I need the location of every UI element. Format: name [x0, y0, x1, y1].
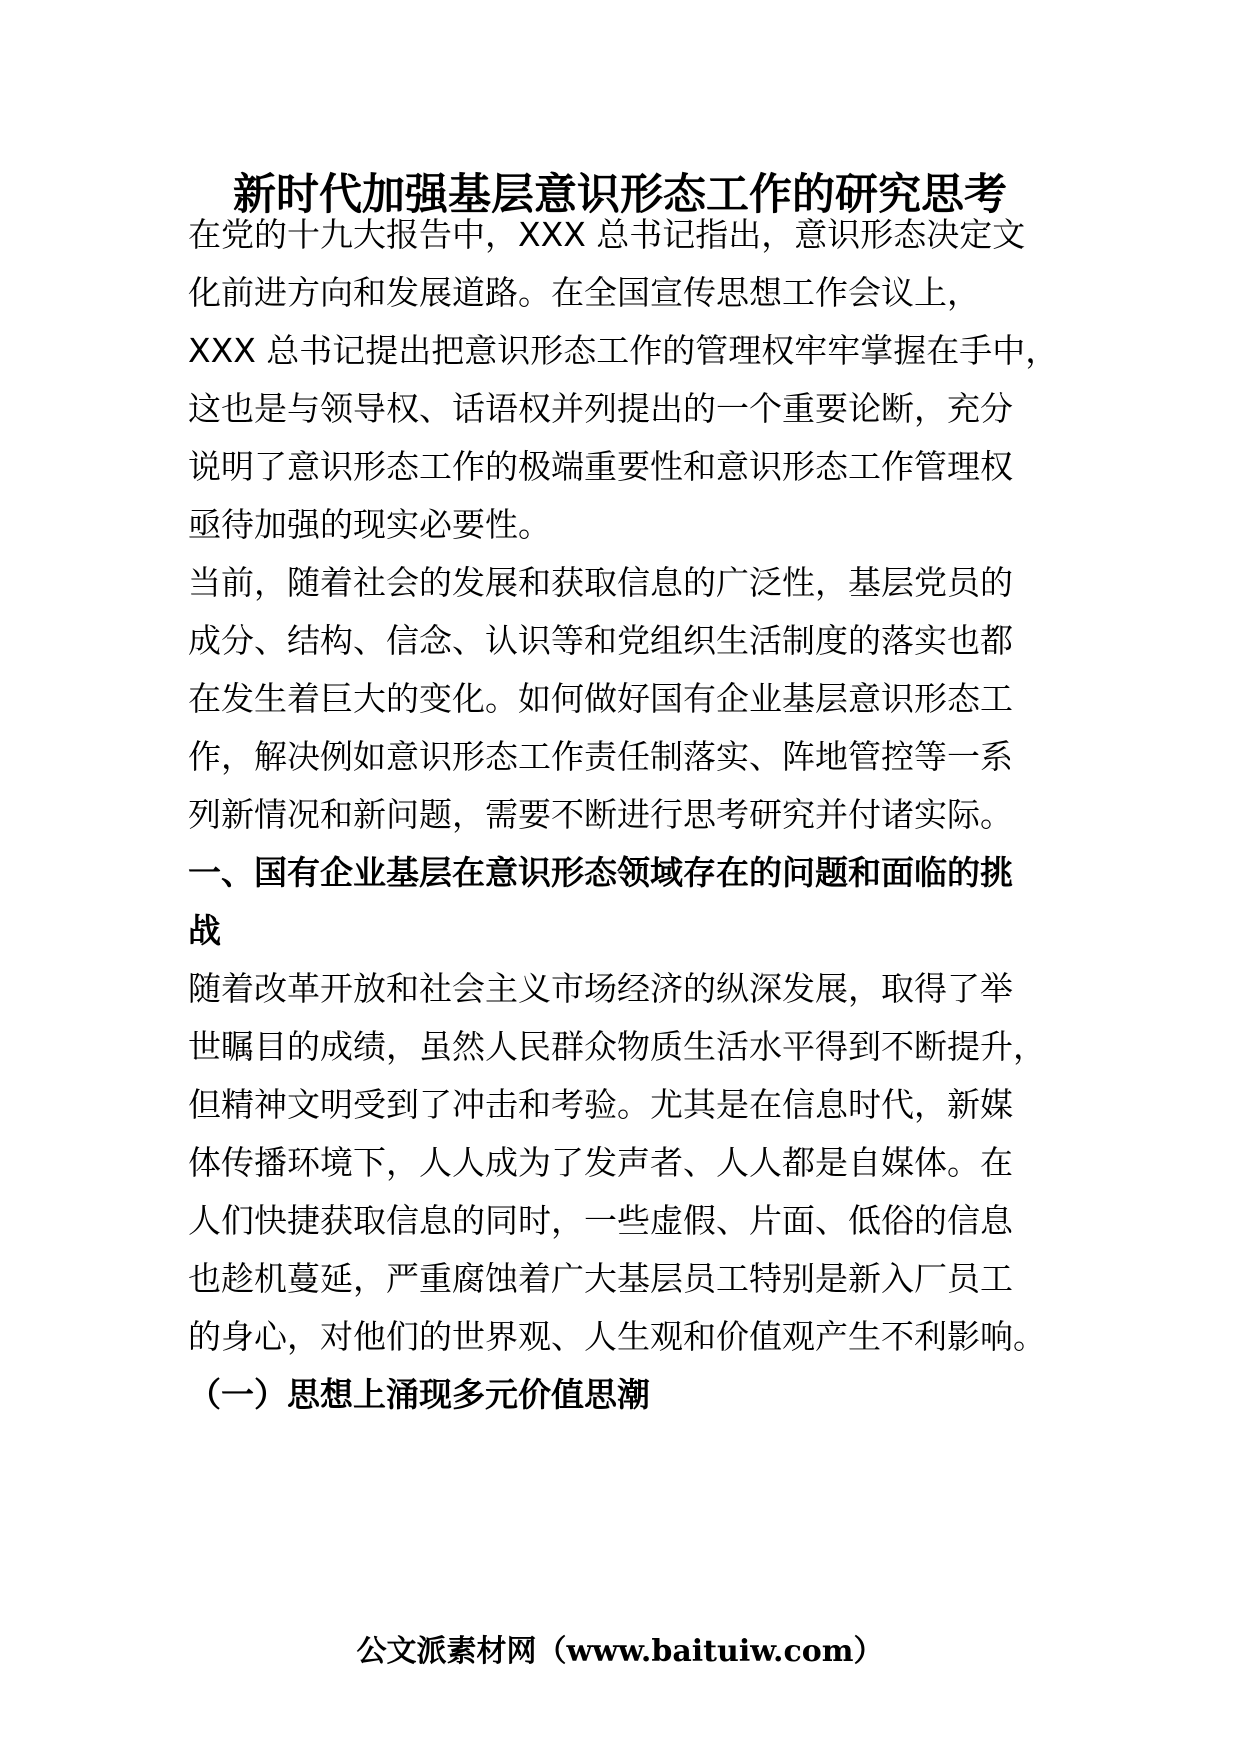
body-line: XXX 总书记提出把意识形态工作的管理权牢牢掌握在手中， — [188, 331, 1059, 370]
body-line: 成分、结构、信念、认识等和党组织生活制度的落实也都 — [188, 621, 1013, 660]
body-line: 化前进方向和发展道路。在全国宣传思想工作会议上， — [188, 273, 980, 312]
body-line: 在党的十九大报告中，XXX 总书记指出，意识形态决定文 — [188, 215, 1026, 254]
body-line: 列新情况和新问题，需要不断进行思考研究并付诸实际。 — [188, 795, 1013, 834]
body-line: 当前，随着社会的发展和获取信息的广泛性，基层党员的 — [188, 563, 1013, 602]
subsection-heading: （一）思想上涌现多元价值思潮 — [188, 1375, 650, 1414]
body-line: 世瞩目的成绩，虽然人民群众物质生活水平得到不断提升， — [188, 1027, 1046, 1066]
body-line: 的身心，对他们的世界观、人生观和价值观产生不利影响。 — [188, 1317, 1046, 1356]
footer-site-name: 公文派素材网 — [356, 1634, 537, 1669]
body-line: 人们快捷获取信息的同时，一些虚假、片面、低俗的信息 — [188, 1201, 1013, 1240]
footer-watermark — [0, 1630, 1240, 1674]
body-line: 但精神文明受到了冲击和考验。尤其是在信息时代，新媒 — [188, 1085, 1013, 1124]
body-line: 随着改革开放和社会主义市场经济的纵深发展，取得了举 — [188, 969, 1013, 1008]
body-line: 在发生着巨大的变化。如何做好国有企业基层意识形态工 — [188, 679, 1013, 718]
body-line: 体传播环境下，人人成为了发声者、人人都是自媒体。在 — [188, 1143, 1013, 1182]
body-line: 说明了意识形态工作的极端重要性和意识形态工作管理权 — [188, 447, 1013, 486]
body-line: 作，解决例如意识形态工作责任制落实、阵地管控等一系 — [188, 737, 1013, 776]
body-line: 亟待加强的现实必要性。 — [188, 505, 551, 544]
section-heading-continued: 战 — [188, 911, 221, 950]
body-line: 也趁机蔓延，严重腐蚀着广大基层员工特别是新入厂员工 — [188, 1259, 1013, 1298]
document-title: 新时代加强基层意识形态工作的研究思考 — [233, 170, 1007, 220]
section-heading: 一、国有企业基层在意识形态领域存在的问题和面临的挑 — [188, 853, 1013, 892]
body-line: 这也是与领导权、话语权并列提出的一个重要论断，充分 — [188, 389, 1013, 428]
footer-url[interactable]: （www.baituiw.com） — [536, 1634, 884, 1669]
